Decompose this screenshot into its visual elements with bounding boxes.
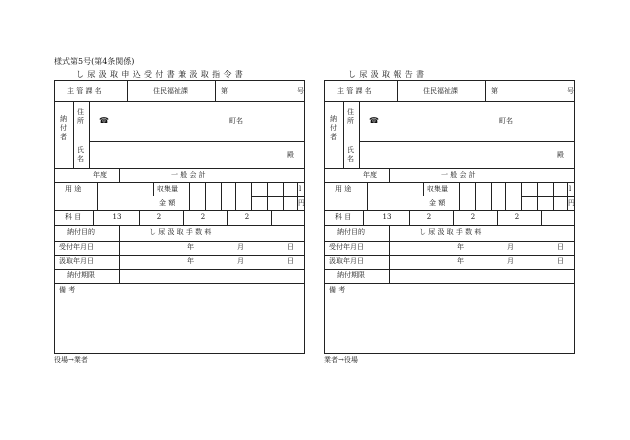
payment-purpose-value: し 尿 汲 取 手 数 料 (419, 228, 482, 236)
managing-dept-label: 主 管 課 名 (337, 87, 372, 95)
right-form-footer: 業者→役場 (324, 356, 358, 364)
left-form-title: し 尿 汲 取 申 込 受 付 書 兼 汲 取 指 令 書 (76, 70, 244, 79)
right-form-title: し 尿 汲 取 報 告 書 (348, 70, 425, 79)
fiscal-year-label: 年度 (93, 171, 107, 179)
payer-label: 納付者 (60, 115, 67, 141)
date-month: 月 (507, 243, 514, 251)
payment-purpose-value: し 尿 汲 取 手 数 料 (149, 228, 212, 236)
town-label: 町名 (499, 117, 513, 125)
purpose-label: 用 途 (65, 185, 82, 193)
account-code: 2 (470, 213, 476, 221)
collection-amount-label: 収集量 (157, 185, 178, 193)
left-form-footer: 役場→業者 (54, 356, 88, 364)
payment-purpose-label: 納付目的 (337, 228, 365, 236)
account-code: 2 (200, 213, 206, 221)
payer-label: 納付者 (330, 115, 337, 141)
date-year: 年 (187, 243, 194, 251)
town-label: 町名 (229, 117, 243, 125)
remarks-label: 備 考 (329, 286, 346, 294)
address-label: 住所 (77, 108, 84, 125)
date-month: 月 (237, 257, 244, 265)
left-form (54, 80, 305, 354)
account-label: 一 般 会 計 (171, 171, 206, 179)
number-suffix: 号 (567, 87, 574, 95)
name-suffix: 殿 (287, 151, 294, 159)
due-date-label: 納付期限 (67, 271, 95, 279)
collection-unit: l (569, 185, 572, 193)
style-number: 様式第5号(第4条関係) (54, 57, 135, 66)
name-suffix: 殿 (557, 151, 564, 159)
account-code: 2 (426, 213, 432, 221)
managing-dept-value: 住民福祉課 (153, 87, 188, 95)
receipt-date-label: 受付年月日 (329, 243, 364, 251)
managing-dept-value: 住民福祉課 (423, 87, 458, 95)
date-year: 年 (457, 257, 464, 265)
amount-label: 金 額 (429, 199, 446, 207)
collection-amount-label: 収集量 (427, 185, 448, 193)
account-code-label: 科 目 (335, 213, 352, 221)
managing-dept-label: 主 管 課 名 (67, 87, 102, 95)
number-suffix: 号 (297, 87, 304, 95)
yen-unit: 円 (298, 199, 305, 207)
date-year: 年 (457, 243, 464, 251)
date-month: 月 (507, 257, 514, 265)
name-label: 氏名 (77, 146, 84, 163)
account-code: 13 (382, 213, 392, 221)
account-label: 一 般 会 計 (441, 171, 476, 179)
date-day: 日 (557, 257, 564, 265)
receipt-date-label: 受付年月日 (59, 243, 94, 251)
remarks-label: 備 考 (59, 286, 76, 294)
number-prefix: 第 (221, 87, 228, 95)
amount-label: 金 額 (159, 199, 176, 207)
number-prefix: 第 (491, 87, 498, 95)
account-code: 2 (514, 213, 520, 221)
date-day: 日 (287, 257, 294, 265)
date-year: 年 (187, 257, 194, 265)
address-label: 住所 (347, 108, 354, 125)
account-code-label: 科 目 (65, 213, 82, 221)
account-code: 2 (244, 213, 250, 221)
date-day: 日 (287, 243, 294, 251)
phone-icon: ☎ (369, 116, 379, 125)
collection-date-label: 汲取年月日 (59, 257, 94, 265)
collection-unit: l (299, 185, 302, 193)
due-date-label: 納付期限 (337, 271, 365, 279)
phone-icon: ☎ (99, 116, 109, 125)
purpose-label: 用 途 (335, 185, 352, 193)
yen-unit: 円 (568, 199, 575, 207)
fiscal-year-label: 年度 (363, 171, 377, 179)
name-label: 氏名 (347, 146, 354, 163)
right-form (324, 80, 575, 354)
account-code: 2 (156, 213, 162, 221)
collection-date-label: 汲取年月日 (329, 257, 364, 265)
payment-purpose-label: 納付目的 (67, 228, 95, 236)
account-code: 13 (112, 213, 122, 221)
date-day: 日 (557, 243, 564, 251)
date-month: 月 (237, 243, 244, 251)
